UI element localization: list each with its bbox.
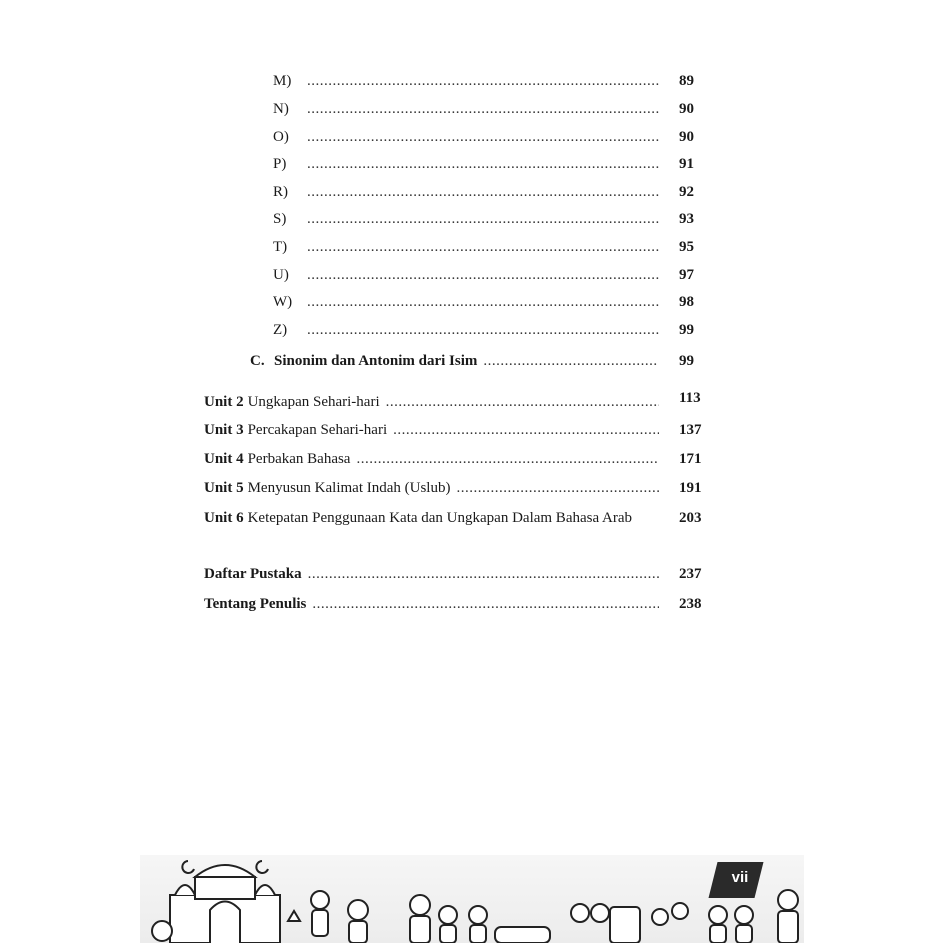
unit-page: 191 xyxy=(679,480,702,496)
toc-unit[interactable] xyxy=(204,390,701,411)
subentry-page: 93 xyxy=(679,211,694,227)
section-title: Sinonim dan Antonim dari Isim xyxy=(274,353,478,369)
subentry-label: S) xyxy=(273,211,287,227)
subentry-label: Z) xyxy=(273,322,288,338)
subentry-page: 97 xyxy=(679,267,694,283)
leader-dots xyxy=(386,393,659,411)
toc-section-c[interactable] xyxy=(250,352,694,370)
toc-subentry[interactable] xyxy=(273,72,694,90)
leader-dots xyxy=(307,183,660,201)
leader-dots xyxy=(307,238,660,256)
toc-unit[interactable] xyxy=(204,421,702,439)
toc-subentry[interactable] xyxy=(273,155,694,173)
toc-unit[interactable] xyxy=(204,509,702,527)
subentry-label: W) xyxy=(273,294,293,310)
subentry-label: M) xyxy=(273,73,292,89)
subentry-page: 90 xyxy=(679,101,694,117)
subentry-page: 90 xyxy=(679,129,694,145)
toc-back-matter[interactable] xyxy=(204,595,702,613)
subentry-page: 89 xyxy=(679,73,694,89)
toc-subentry[interactable] xyxy=(273,183,694,201)
unit-title: Perbakan Bahasa xyxy=(247,451,351,467)
subentry-label: U) xyxy=(273,267,289,283)
leader-dots xyxy=(307,210,660,228)
subentry-label: T) xyxy=(273,239,288,255)
unit-page: 171 xyxy=(679,451,702,467)
toc-subentry[interactable] xyxy=(273,210,694,228)
page-number: vii xyxy=(731,869,749,886)
leader-dots xyxy=(307,72,660,90)
unit-title: Ketepatan Penggunaan Kata dan Ungkapan Dalam Bahasa Arab xyxy=(247,510,633,526)
back-matter-page: 237 xyxy=(679,566,702,582)
section-prefix: C. xyxy=(250,353,265,369)
toc-unit[interactable] xyxy=(204,479,702,497)
unit-title: Menyusun Kalimat Indah (Uslub) xyxy=(247,480,451,496)
toc-subentry[interactable] xyxy=(273,293,694,311)
unit-page: 203 xyxy=(679,510,702,526)
unit-number: Unit 6 xyxy=(204,510,244,526)
leader-dots xyxy=(307,155,660,173)
subentry-label: R) xyxy=(273,184,288,200)
leader-dots xyxy=(307,321,660,339)
unit-number: Unit 4 xyxy=(204,451,244,467)
leader-dots xyxy=(307,266,660,284)
unit-page: 137 xyxy=(679,422,702,438)
unit-title: Percakapan Sehari-hari xyxy=(247,422,388,438)
subentry-page: 92 xyxy=(679,184,694,200)
subentry-page: 98 xyxy=(679,294,694,310)
subentry-label: P) xyxy=(273,156,287,172)
back-matter-page: 238 xyxy=(679,596,702,612)
toc-subentry[interactable] xyxy=(273,266,694,284)
leader-dots xyxy=(308,565,659,583)
toc-subentry[interactable] xyxy=(273,321,694,339)
toc-subentry[interactable] xyxy=(273,100,694,118)
unit-number: Unit 5 xyxy=(204,480,244,496)
leader-dots xyxy=(356,450,659,468)
unit-title: Ungkapan Sehari-hari xyxy=(247,394,380,410)
leader-dots xyxy=(456,479,659,497)
leader-dots xyxy=(483,352,657,370)
back-matter-title: Daftar Pustaka xyxy=(204,566,302,582)
unit-page: 113 xyxy=(679,390,701,406)
section-page: 99 xyxy=(679,353,694,369)
footer-illustration xyxy=(140,855,804,943)
leader-dots xyxy=(307,128,660,146)
subentry-page: 91 xyxy=(679,156,694,172)
unit-number: Unit 3 xyxy=(204,422,244,438)
toc-subentry[interactable] xyxy=(273,128,694,146)
leader-dots xyxy=(307,293,660,311)
subentry-page: 99 xyxy=(679,322,694,338)
toc-subentry[interactable] xyxy=(273,238,694,256)
back-matter-title: Tentang Penulis xyxy=(204,596,307,612)
mosque-and-children-illustration xyxy=(140,855,804,943)
subentry-label: O) xyxy=(273,129,289,145)
leader-dots xyxy=(312,595,659,613)
subentry-label: N) xyxy=(273,101,289,117)
leader-dots xyxy=(307,100,660,118)
leader-dots xyxy=(393,421,659,439)
toc-back-matter[interactable] xyxy=(204,565,702,583)
toc-unit[interactable] xyxy=(204,450,702,468)
unit-number: Unit 2 xyxy=(204,394,244,410)
subentry-page: 95 xyxy=(679,239,694,255)
